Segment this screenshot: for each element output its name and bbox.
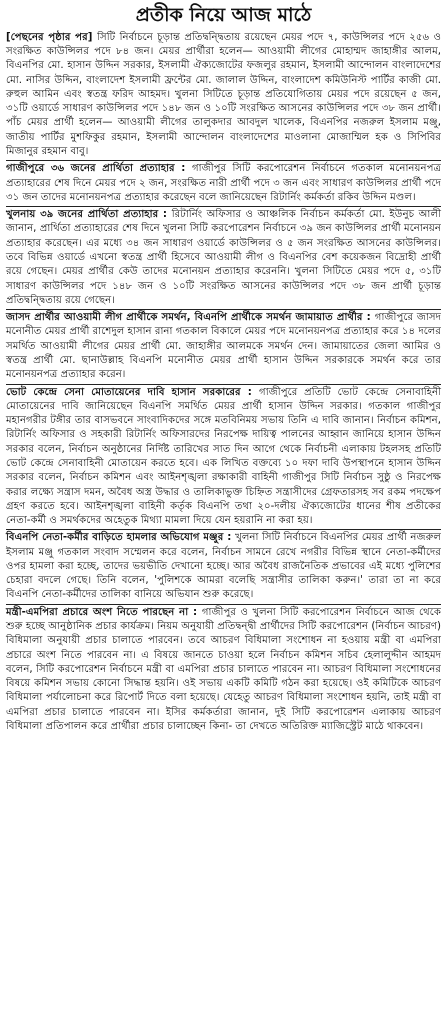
section-text: সিটি নির্বাচনে চূড়ান্ত প্রতিদ্বন্দ্বিতায় রয়েছেন মেয়র পদে ৭, কাউন্সিলর পদে ২৫৬ ও সংরক্ষিত কাউন্সিলর পদে ৮৪ জন। মেয়র প্রার্থীরা হলেন— আওয়ামী লীগের মোহাম্মদ জাহাঙ্গীর আলম, বিএনপির মো. হাসান উদ্দিন সরকার, ইসলামী ঐক্যজোটের ফজলুর রহমান, ইসলামী আন্দোলন বাংলাদেশের মো. নাসির উদ্দিন, বাংলাদেশ ইসলামী ফ্রন্টের মো. জালাল উদ্দিন, বাংলাদেশ কমিউনিস্ট পার্টির কাজী মো. রুহুল আমিন এবং স্বতন্ত্র ফরিদ আহমদ। খুলনা সিটিতে চূড়ান্ত প্রতিযোগিতায় মেয়র পদে রয়েছেন ৫ জন, ৩১টি ওয়ার্ডে সাধারণ কাউন্সিলর পদে ১৪৮ জন ও ১০টি সংরক্ষিত আসনের কাউন্সিলর পদে ৩৮ জন প্রার্থী। পাঁচ মেয়র প্রার্থী হলেন— আওয়ামী লীগের তালুকদার আবদুল খালেক, বিএনপির নজরুল ইসলাম মঞ্জু, জাতীয় পার্টির মুশফিকুর রহমান, ইসলামী আন্দোলন বাংলাদেশের মাওলানা মোজাম্মিল হক ও সিপিবির মিজানুর রহমান বাবু।	[6, 31, 441, 158]
section-subhead: জাসদ প্রার্থীর আওয়ামী লীগ প্রার্থীকে সমর্থন, বিএনপি প্রার্থীকে সমর্থন জামায়াত প্রার্থীর :	[6, 312, 375, 324]
section-gazipur-withdrawal	[6, 160, 441, 205]
headline: প্রতীক নিয়ে আজ মাঠে	[135, 4, 312, 26]
section-attack-allegation	[6, 529, 441, 602]
section-subhead: গাজীপুরে ৩৬ জনের প্রার্থিতা প্রত্যাহার :	[6, 163, 192, 175]
section-subhead: মন্ত্রী-এমপিরা প্রচারে অংশ নিতে পারছেন না :	[6, 606, 202, 618]
section-army-demand	[6, 384, 441, 529]
section-text: গাজীপুর সিটি করপোরেশন নির্বাচনে গতকাল মনোনয়নপত্র প্রত্যাহারের শেষ দিনে মেয়র পদে ২ জন, সংরক্ষিত নারী প্রার্থী পদে ৩ জন এবং সাধারণ কাউন্সিলর প্রার্থী পদে ৩১ জন তাদের মনোনয়নপত্র প্রত্যাহার করেছেন বলে জানিয়েছেন রিটার্নিং কর্মকর্তা রকিব উদ্দিন মণ্ডল।	[6, 163, 441, 203]
section-text: গাজীপুরে প্রতিটি ভোট কেন্দ্রে সেনাবাহিনী মোতায়েনের দাবি জানিয়েছেন বিএনপি সমর্থিত মেয়র প্রার্থী হাসান উদ্দিন সরকার। গতকাল গাজীপুর মহানগরীর টঙ্গীর তার বাসভবনে সাংবাদিকদের সঙ্গে মতবিনিময় সভায় তিনি এ দাবি জানান। নির্বাচন কমিশন, রিটার্নিং অফিসার ও সহকারী রিটার্নিং অফিসারদের নিরপেক্ষ দায়িত্ব পালনের আহ্বান জানিয়ে হাসান উদ্দিন সরকার বলেন, নির্বাচন অনুষ্ঠানের নির্দিষ্ট তারিখের সাত দিন আগে থেকে নির্বাচনী এলাকায় টহলসহ প্রতিটি ভোট কেন্দ্রে সেনাবাহিনী মোতায়েন করতে হবে। এক লিখিত বক্তব্যে ১০ দফা দাবি উপস্থাপনে হাসান উদ্দিন সরকার বলেন, নির্বাচন কমিশন এবং আইনশৃঙ্খলা রক্ষাকারী বাহিনী গাজীপুর সিটি নির্বাচন সুষ্ঠু ও নিরপেক্ষ করার লক্ষ্যে সন্ত্রাস দমন, অবৈধ অস্ত্র উদ্ধার ও তালিকাভুক্ত চিহ্নিত সন্ত্রাসীদের গ্রেফতারসহ সব রকম পদক্ষেপ গ্রহণ করতে হবে। আইনশৃঙ্খলা বাহিনী কর্তৃক বিএনপি তথা ২০-দলীয় ঐক্যজোটের ধানের শীষ প্রতীকের নেতা-কর্মী ও সমর্থকদের অহেতুক মিথ্যা মামলা দিয়ে যেন হয়রানি না করা হয়।	[6, 386, 441, 527]
section-continuation	[6, 31, 441, 160]
article-body	[6, 31, 441, 735]
section-ministers-campaign	[6, 604, 441, 735]
section-support	[6, 309, 441, 382]
section-text: খুলনা সিটি নির্বাচনে বিএনপির মেয়র প্রার্থী নজরুল ইসলাম মঞ্জু গতকাল সংবাদ সম্মেলন করে বলেন, নির্বাচন সামনে রেখে নগরীর বিভিন্ন স্থানে নেতা-কর্মীদের ওপর হামলা করা হচ্ছে, তাদের ভয়ভীতি দেখানো হচ্ছে। আর অবৈধ রাজনৈতিক প্রভাবের এই মধ্যে পুলিশের চেহারা বদলে গেছে। তিনি বলেন, 'পুলিশকে আমরা বলেছি সন্ত্রাসীর তালিকা করুন।' তারা তা না করে বিএনপি নেতা-কর্মীদের তালিকা বানিয়ে অভিযান শুরু করেছে।	[6, 532, 441, 601]
section-text: রিটার্নিং অফিসার ও আঞ্চলিক নির্বাচন কর্মকর্তা মো. ইউনুচ আলী জানান, প্রার্থিতা প্রত্যাহারের শেষ দিনে খুলনা সিটি করপোরেশন নির্বাচনে ৩৯ জন কাউন্সিলর প্রার্থী মনোনয়ন প্রত্যাহার করেছেন। এর মধ্যে ৩৪ জন সাধারণ ওয়ার্ডে কাউন্সিলর ও ৫ জন সংরক্ষিত আসনের কাউন্সিলর। তবে বিভিন্ন ওয়ার্ডে এখনো স্বতন্ত্র প্রার্থী হিসেবে আওয়ামী লীগ ও বিএনপির বেশ কয়েকজন বিদ্রোহী প্রার্থী রয়ে গেছেন। মেয়র প্রার্থীর কেউ তাদের মনোনয়ন প্রত্যাহার করেননি। খুলনা সিটিতে মেয়র পদে ৫, ৩১টি সাধারণ কাউন্সিলর পদে ১৪৮ জন ও ১০টি সংরক্ষিত আসনের কাউন্সিলর পদে ৩৮ জন প্রার্থী চূড়ান্ত প্রতিদ্বন্দ্বিতায় রয়ে গেছেন।	[6, 209, 441, 306]
section-text: গাজীপুর ও খুলনা সিটি করপোরেশন নির্বাচনে আজ থেকে শুরু হচ্ছে আনুষ্ঠানিক প্রচার কার্যক্রম। নিয়ম অনুযায়ী প্রতিদ্বন্দ্বী প্রার্থীদের সিটি করপোরেশন (নির্বাচন আচরণ) বিধিমালা অনুযায়ী প্রচার চালাতে পারবেন। তবে আচরণ বিধিমালা সংশোধন না হওয়ায় মন্ত্রী বা এমপিরা প্রচারে অংশ নিতে পারবেন না। এ বিষয়ে জানতে চাওয়া হলে নির্বাচন কমিশন সচিব হেলালুদ্দীন আহমদ বলেন, সিটি করপোরেশন নির্বাচনে মন্ত্রী বা এমপিরা প্রচার চালাতে পারবেন না। আচরণ বিধিমালা সংশোধনের বিষয়ে কমিশন সভায় কোনো সিদ্ধান্ত হয়নি। ওই সভায় একটি কমিটি গঠন করা হয়েছে। ওই কমিটিকে আচরণ বিধিমালা পর্যালোচনা করে রিপোর্ট দিতে বলা হয়েছে। যেহেতু আচরণ বিধিমালা সংশোধন হয়নি, তাই মন্ত্রী বা এমপিরা প্রচার চালাতে পারবেন না। ইসির কর্মকর্তারা জানান, দুই সিটি করপোরেশন এলাকায় আচরণ বিধিমালা প্রতিপালন করে প্রার্থীরা প্রচার চালাচ্ছেন কিনা- তা দেখতে অতিরিক্ত ম্যাজিস্ট্রেট মাঠে থাকবেন।	[6, 606, 442, 733]
section-subhead: বিএনপি নেতা-কর্মীর বাড়িতে হামলার অভিযোগ মঞ্জুর :	[6, 532, 236, 544]
section-subhead: ভোট কেন্দ্রে সেনা মোতায়েনের দাবি হাসান সরকারের :	[6, 386, 260, 398]
section-subhead: খুলনায় ৩৯ জনের প্রার্থিতা প্রত্যাহার :	[6, 209, 172, 221]
section-khulna-withdrawal	[6, 206, 441, 308]
section-text: গাজীপুরে জাসদ মনোনীত মেয়র প্রার্থী রাশেদুল হাসান রানা গতকাল বিকালে মেয়র পদে মনোনয়নপত্র প্রত্যাহার করে ১৪ দলের সমর্থিত আওয়ামী লীগের মেয়র প্রার্থী মো. জাহাঙ্গীর আলমকে সমর্থন দেন। জামায়াতের জেলা আমির ও স্বতন্ত্র প্রার্থী মো. ছানাউল্লাহ বিএনপি মনোনীত মেয়র প্রার্থী হাসান উদ্দিন সরকারকে সমর্থন করে তার মনোনয়নপত্র প্রত্যাহার করেন।	[6, 312, 441, 381]
section-subhead: [পেছনের পৃষ্ঠার পর]	[6, 31, 98, 43]
